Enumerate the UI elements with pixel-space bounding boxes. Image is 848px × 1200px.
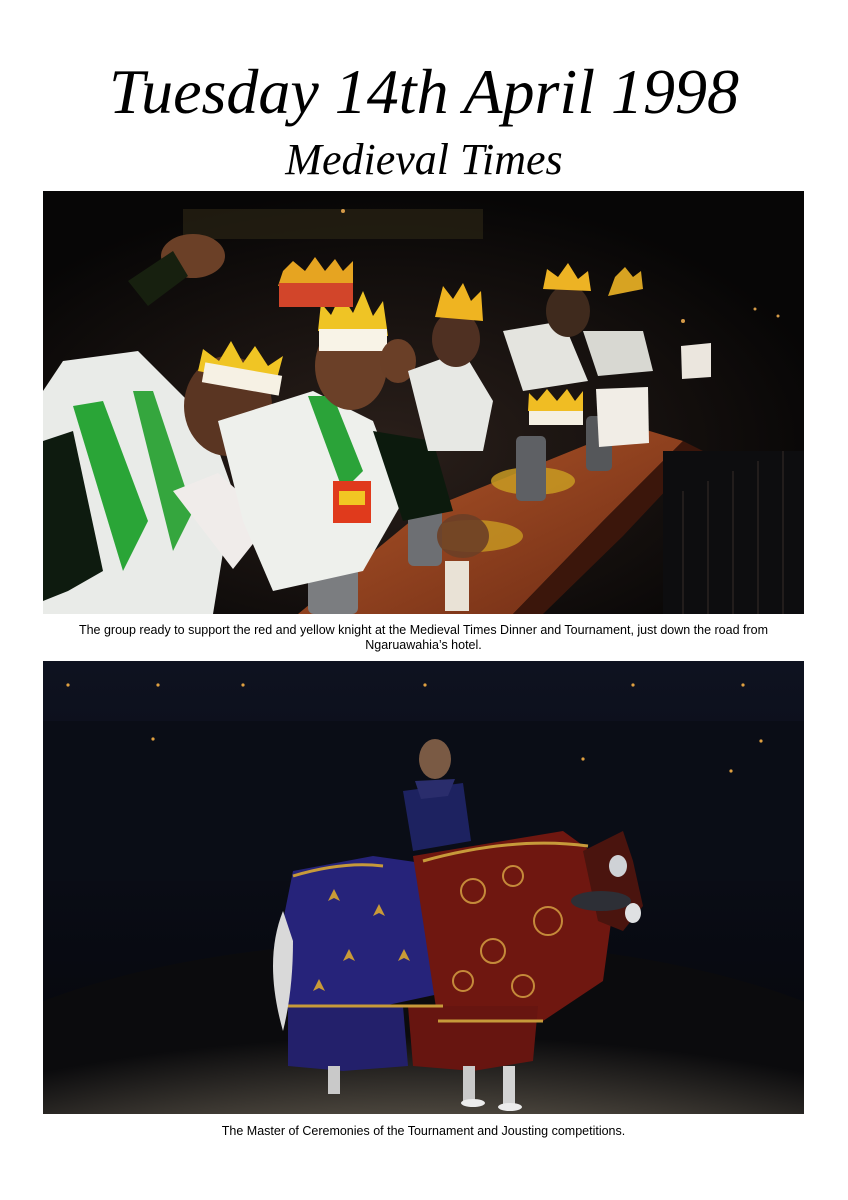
- dinner-photo-caption: The group ready to support the red and yellow knight at the Medieval Times Dinner and Tournament, just down the road from Ngaruawahia’s hotel.: [78, 623, 769, 652]
- page-subtitle: Medieval Times: [285, 135, 563, 184]
- horse-photo-caption: The Master of Ceremonies of the Tournament and Jousting competitions.: [221, 1124, 626, 1138]
- horse-photo: [43, 661, 804, 1114]
- page-title: Tuesday 14th April 1998: [109, 56, 739, 127]
- dinner-photo: [43, 191, 804, 614]
